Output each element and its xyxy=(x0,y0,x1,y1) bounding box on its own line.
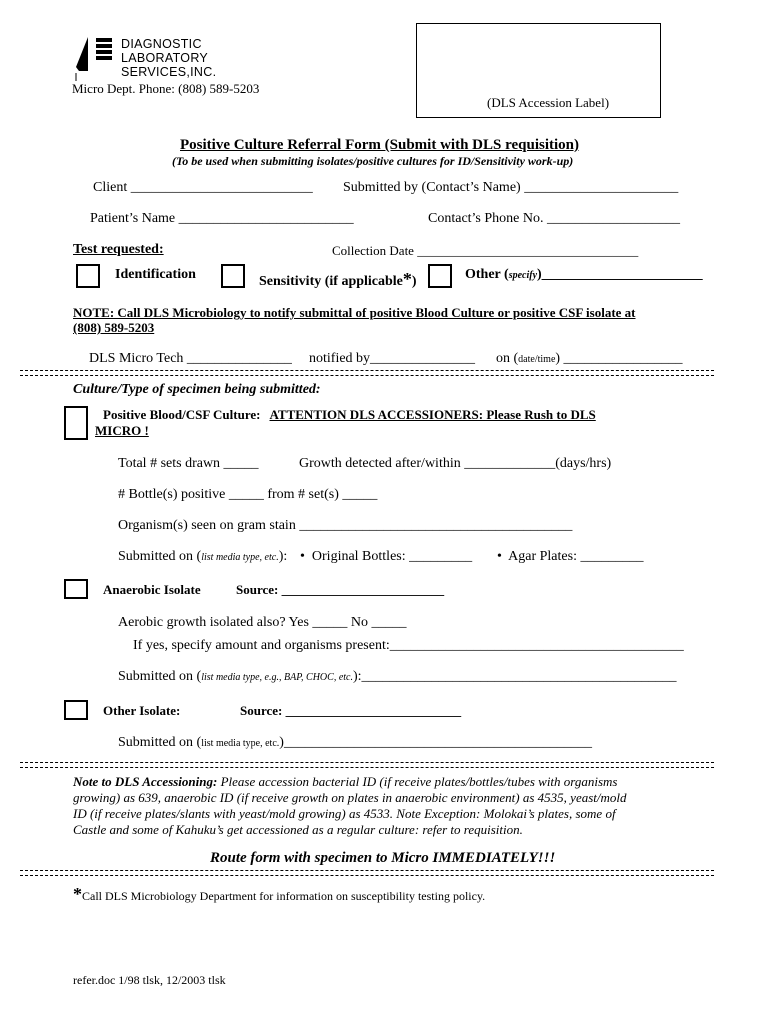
other-isolate-submitted-on[interactable] xyxy=(118,735,592,751)
footnote xyxy=(73,884,485,905)
collection-date-field[interactable]: Collection Date __________________________________ xyxy=(332,243,639,258)
anaerobic-submitted-pre: Submitted on ( xyxy=(118,669,202,684)
sensitivity-close: ) xyxy=(411,274,417,289)
original-bottles-text: Original Bottles: _________ xyxy=(311,549,473,564)
blood-csf-title: Positive Blood/CSF Culture: xyxy=(103,407,261,422)
attention-line2: MICRO ! xyxy=(95,423,149,438)
separator-3 xyxy=(20,870,714,876)
agar-plates-text: Agar Plates: _________ xyxy=(508,549,644,564)
anaerobic-checkbox[interactable] xyxy=(64,579,88,599)
other-submitted-small: list media type, etc. xyxy=(201,738,280,749)
if-yes-field[interactable]: If yes, specify amount and organisms present:__________________________________________ xyxy=(133,638,684,653)
separator-1 xyxy=(20,370,714,376)
micro-tech-field[interactable]: DLS Micro Tech _______________ xyxy=(89,351,292,366)
sensitivity-text: Sensitivity (if applicable xyxy=(259,274,403,289)
micro-phone: Micro Dept. Phone: (808) 589-5203 xyxy=(72,81,260,96)
notified-by-field[interactable]: notified by_______________ xyxy=(309,351,476,366)
test-requested-label: Test requested: xyxy=(73,242,164,257)
submitted-by-field[interactable]: Submitted by (Contact’s Name) ______________________ xyxy=(343,180,679,195)
other-test-specify: specify xyxy=(508,270,538,281)
other-test-label[interactable] xyxy=(465,267,703,283)
blood-csf-label xyxy=(103,407,596,423)
client-field[interactable]: Client __________________________ xyxy=(93,180,313,195)
note-line2: (808) 589-5203 xyxy=(73,320,155,335)
accessioning-note-line2: growing) as 639, anaerobic ID (if receive growth on plates in anaerobic environment) as 4535, yeast/mold xyxy=(73,790,627,805)
bottles-positive-field[interactable]: # Bottle(s) positive _____ from # set(s) _____ xyxy=(118,487,378,502)
blood-submitted-pre: Submitted on ( xyxy=(118,549,202,564)
blood-csf-checkbox[interactable] xyxy=(64,406,88,440)
other-submitted-post: )____________________________________________ xyxy=(279,735,592,750)
aerobic-growth-field[interactable]: Aerobic growth isolated also? Yes _____ No _____ xyxy=(118,615,407,630)
agar-plates-field[interactable] xyxy=(497,549,643,565)
blood-submitted-small: list media type, etc. xyxy=(201,552,279,563)
identification-checkbox[interactable] xyxy=(76,264,100,288)
other-submitted-pre: Submitted on ( xyxy=(118,735,202,750)
accessioning-note-line1 xyxy=(73,774,627,790)
form-subtitle: (To be used when submitting isolates/positive cultures for ID/Sensitivity work-up) xyxy=(172,154,574,168)
attention-line1: ATTENTION DLS ACCESSIONERS: Please Rush to DLS xyxy=(269,407,596,422)
on-date-field[interactable] xyxy=(496,351,683,367)
sensitivity-label xyxy=(259,269,417,290)
contact-phone-field[interactable]: Contact’s Phone No. ___________________ xyxy=(428,211,680,226)
sensitivity-checkbox[interactable] xyxy=(221,264,245,288)
anaerobic-submitted-post: ):_____________________________________________ xyxy=(352,669,677,684)
company-logo xyxy=(72,37,112,81)
anaerobic-source-field[interactable]: Source: _________________________ xyxy=(236,582,445,597)
identification-label: Identification xyxy=(115,267,196,282)
blood-submitted-post: ): xyxy=(278,549,288,564)
other-test-pre: Other ( xyxy=(465,267,509,282)
doc-footer: refer.doc 1/98 tlsk, 12/2003 tlsk xyxy=(73,973,226,987)
on-date-post: ) _________________ xyxy=(555,351,683,366)
accession-label-text: (DLS Accession Label) xyxy=(487,95,610,110)
on-date-small: date/time xyxy=(518,354,556,365)
footnote-star: * xyxy=(73,884,82,904)
footnote-text: Call DLS Microbiology Department for information on susceptibility testing policy. xyxy=(82,889,486,903)
total-sets-field[interactable]: Total # sets drawn _____ xyxy=(118,456,259,471)
original-bottles-field[interactable] xyxy=(300,549,472,565)
accessioning-note-line3: ID (if receive plates/slants with yeast/mold growing) as 4533. Note Exception: Molokai’s plates, some of xyxy=(73,806,616,821)
other-test-post: )_______________________ xyxy=(537,267,703,282)
route-instruction: Route form with specimen to Micro IMMEDIATELY!!! xyxy=(210,850,556,866)
company-name-line1: DIAGNOSTIC xyxy=(121,37,202,51)
patient-name-field[interactable]: Patient’s Name _________________________ xyxy=(90,211,354,226)
blood-submitted-on xyxy=(118,549,287,565)
accessioning-note xyxy=(73,774,627,838)
anaerobic-label: Anaerobic Isolate xyxy=(103,582,201,597)
other-test-checkbox[interactable] xyxy=(428,264,452,288)
accessioning-note-text1: Please accession bacterial ID (if receive plates/bottles/tubes with organisms xyxy=(217,774,618,789)
sensitivity-star: * xyxy=(402,269,412,289)
accessioning-note-bold: Note to DLS Accessioning: xyxy=(73,774,218,789)
other-isolate-source-field[interactable]: Source: ___________________________ xyxy=(240,703,462,718)
on-date-pre: on ( xyxy=(496,351,519,366)
culture-heading: Culture/Type of specimen being submitted: xyxy=(73,382,321,397)
growth-detected-field[interactable]: Growth detected after/within _____________(days/hrs) xyxy=(299,456,612,471)
separator-2 xyxy=(20,762,714,768)
accessioning-note-line4: Castle and some of Kahuku’s get accessioned as a regular culture: refer to requisition. xyxy=(73,822,523,837)
organisms-gram-stain-field[interactable]: Organism(s) seen on gram stain _______________________________________ xyxy=(118,518,573,533)
company-name-line3: SERVICES,INC. xyxy=(121,65,217,79)
accession-label-box xyxy=(416,23,661,118)
bullet-icon: • xyxy=(497,549,502,564)
bullet-icon: • xyxy=(300,549,305,564)
other-isolate-checkbox[interactable] xyxy=(64,700,88,720)
anaerobic-submitted-on[interactable] xyxy=(118,669,677,685)
note-line1: NOTE: Call DLS Microbiology to notify submittal of positive Blood Culture or positive CSF isolate at xyxy=(73,305,636,320)
dls-logo-icon xyxy=(72,37,112,81)
other-isolate-label: Other Isolate: xyxy=(103,703,181,718)
form-title: Positive Culture Referral Form (Submit with DLS requisition) xyxy=(180,137,580,153)
company-name-line2: LABORATORY xyxy=(121,51,209,65)
anaerobic-submitted-small: list media type, e.g., BAP, CHOC, etc. xyxy=(201,672,353,683)
company-name xyxy=(121,37,216,79)
